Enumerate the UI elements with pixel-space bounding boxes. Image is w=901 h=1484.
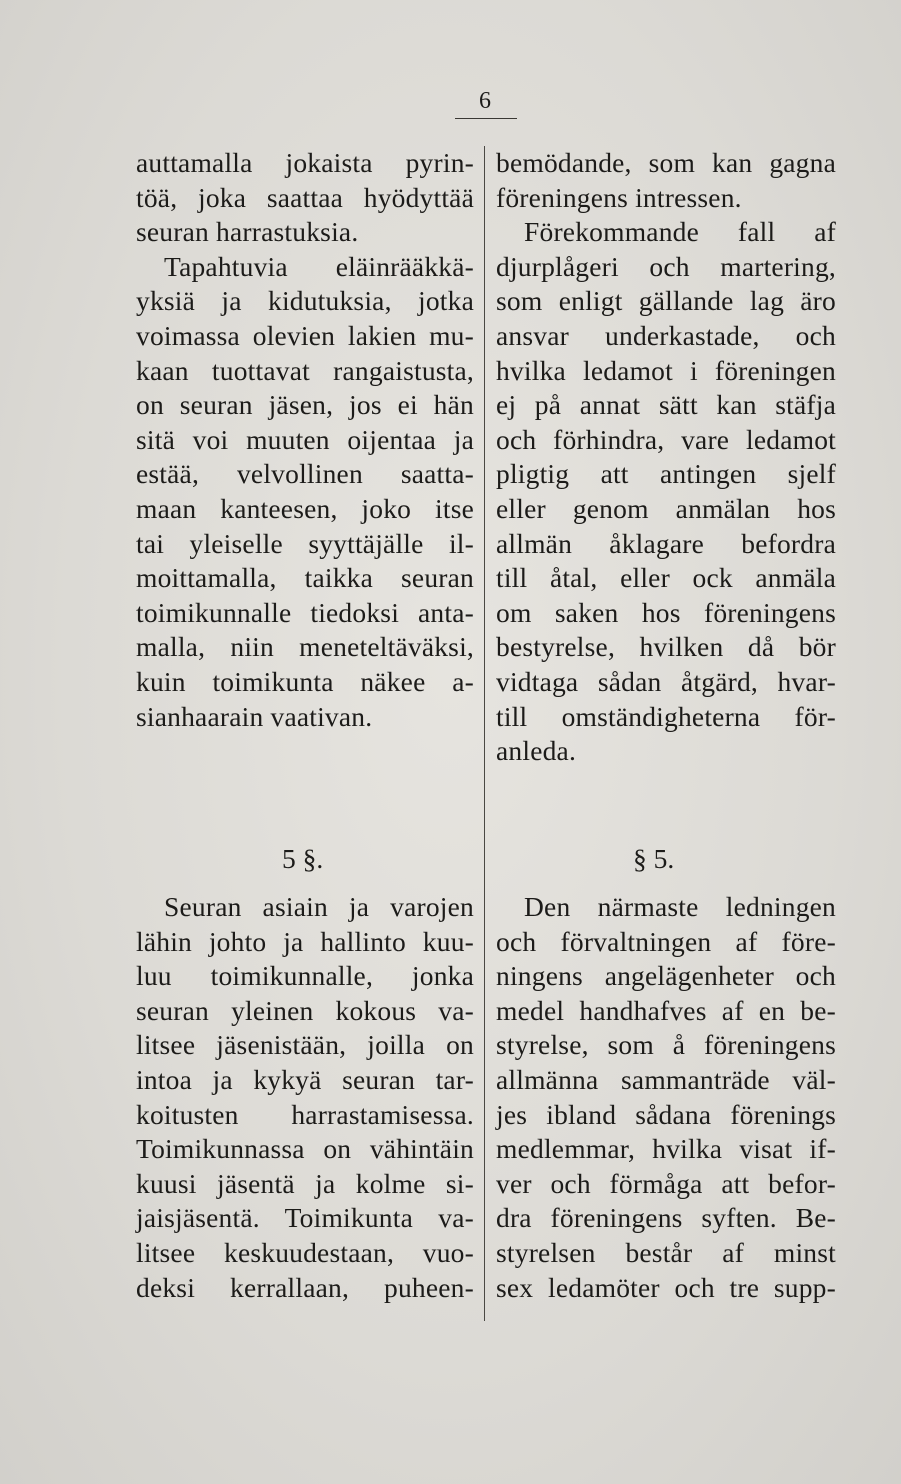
text-line: medel handhafves af en be- (496, 994, 836, 1026)
text-line: estää, velvollinen saatta- (136, 458, 474, 490)
text-line: jes ibland sådana förenings (496, 1098, 836, 1130)
text-line: toimikunnalle tiedoksi anta- (136, 596, 474, 628)
text-line: Toimikunnassa on vähintäin (136, 1133, 474, 1165)
text-line: dra föreningens syften. Be- (496, 1202, 836, 1234)
text-line: töä, joka saattaa hyödyttää (136, 181, 474, 213)
page-number-rule (455, 118, 517, 119)
text-line: ej på annat sätt kan stäfja (496, 389, 836, 421)
text-line: anleda. (496, 735, 577, 767)
text-line: maan kanteesen, joko itse (136, 492, 474, 524)
text-line: om saken hos föreningens (496, 596, 836, 628)
text-line: pligtig att antingen sjelf (496, 458, 836, 490)
left-column-block2 (136, 890, 474, 1305)
text-line: ver och förmåga att befor- (496, 1167, 836, 1199)
text-line: styrelse, som å föreningens (496, 1029, 836, 1061)
text-line: Den närmaste ledningen (524, 891, 836, 922)
text-line: sitä voi muuten oijentaa ja (136, 423, 474, 455)
text-line: Seuran asiain ja varojen (164, 891, 474, 922)
text-line: kuusi jäsentä ja kolme si- (136, 1167, 474, 1199)
text-line: seuran harrastuksia. (136, 216, 359, 248)
text-line: bemödande, som kan gagna (496, 147, 836, 178)
text-line: vidtaga sådan åtgärd, hvar- (496, 665, 836, 697)
text-line: till åtal, eller ock anmäla (496, 562, 836, 594)
text-line: voimassa olevien lakien mu- (136, 319, 474, 351)
text-line: till omständigheterna för- (496, 700, 836, 732)
text-line: sianhaarain vaativan. (136, 700, 373, 732)
text-line: auttamalla jokaista pyrin- (136, 147, 474, 178)
text-line: ningens angelägenheter och (496, 960, 836, 992)
text-line: malla, niin meneteltäväksi, (136, 631, 474, 663)
text-line: ansvar underkastade, och (496, 319, 836, 351)
text-line: litsee jäsenistään, joilla on (136, 1029, 474, 1061)
text-line: hvilka ledamot i föreningen (496, 354, 836, 386)
right-column-block1 (496, 146, 836, 769)
section-heading-left: 5 §. (282, 843, 324, 874)
text-line: seuran yleinen kokous va- (136, 994, 474, 1026)
text-line: tai yleiselle syyttäjälle il- (136, 527, 474, 559)
text-line: on seuran jäsen, jos ei hän (136, 389, 474, 421)
text-line: jaisjäsentä. Toimikunta va- (136, 1202, 474, 1234)
text-line: eller genom anmälan hos (496, 492, 836, 524)
left-column-block1 (136, 146, 474, 734)
text-line: allmänna sammanträde väl- (496, 1063, 836, 1095)
text-line: och förhindra, vare ledamot (496, 423, 836, 455)
text-line: bestyrelse, hvilken då bör (496, 631, 836, 663)
text-line: medlemmar, hvilka visat if- (496, 1133, 836, 1165)
text-line: koitusten harrastamisessa. (136, 1098, 474, 1130)
text-line: som enligt gällande lag äro (496, 285, 836, 317)
text-line: litsee keskuudestaan, vuo- (136, 1236, 474, 1268)
text-line: allmän åklagare befordra (496, 527, 836, 559)
text-line: kuin toimikunta näkee a- (136, 665, 474, 697)
text-line: styrelsen består af minst (496, 1236, 836, 1268)
text-line: luu toimikunnalle, jonka (136, 960, 474, 992)
text-line: Förekommande fall af (524, 216, 836, 248)
page-number: 6 (479, 88, 491, 114)
text-line: deksi kerrallaan, puheen- (136, 1271, 474, 1303)
text-line: intoa ja kykyä seuran tar- (136, 1063, 474, 1095)
column-divider (484, 146, 485, 1321)
text-line: djurplågeri och martering, (496, 250, 836, 282)
text-line: Tapahtuvia eläinrääkkä- (164, 250, 474, 282)
section-heading-right: § 5. (633, 843, 675, 874)
text-line: sex ledamöter och tre supp- (496, 1271, 836, 1303)
right-column-block2 (496, 890, 836, 1305)
text-line: föreningens intressen. (496, 181, 742, 213)
text-line: lähin johto ja hallinto kuu- (136, 925, 474, 957)
text-line: kaan tuottavat rangaistusta, (136, 354, 474, 386)
text-line: moittamalla, taikka seuran (136, 562, 474, 594)
text-line: och förvaltningen af före- (496, 925, 836, 957)
text-line: yksiä ja kidutuksia, jotka (136, 285, 474, 317)
